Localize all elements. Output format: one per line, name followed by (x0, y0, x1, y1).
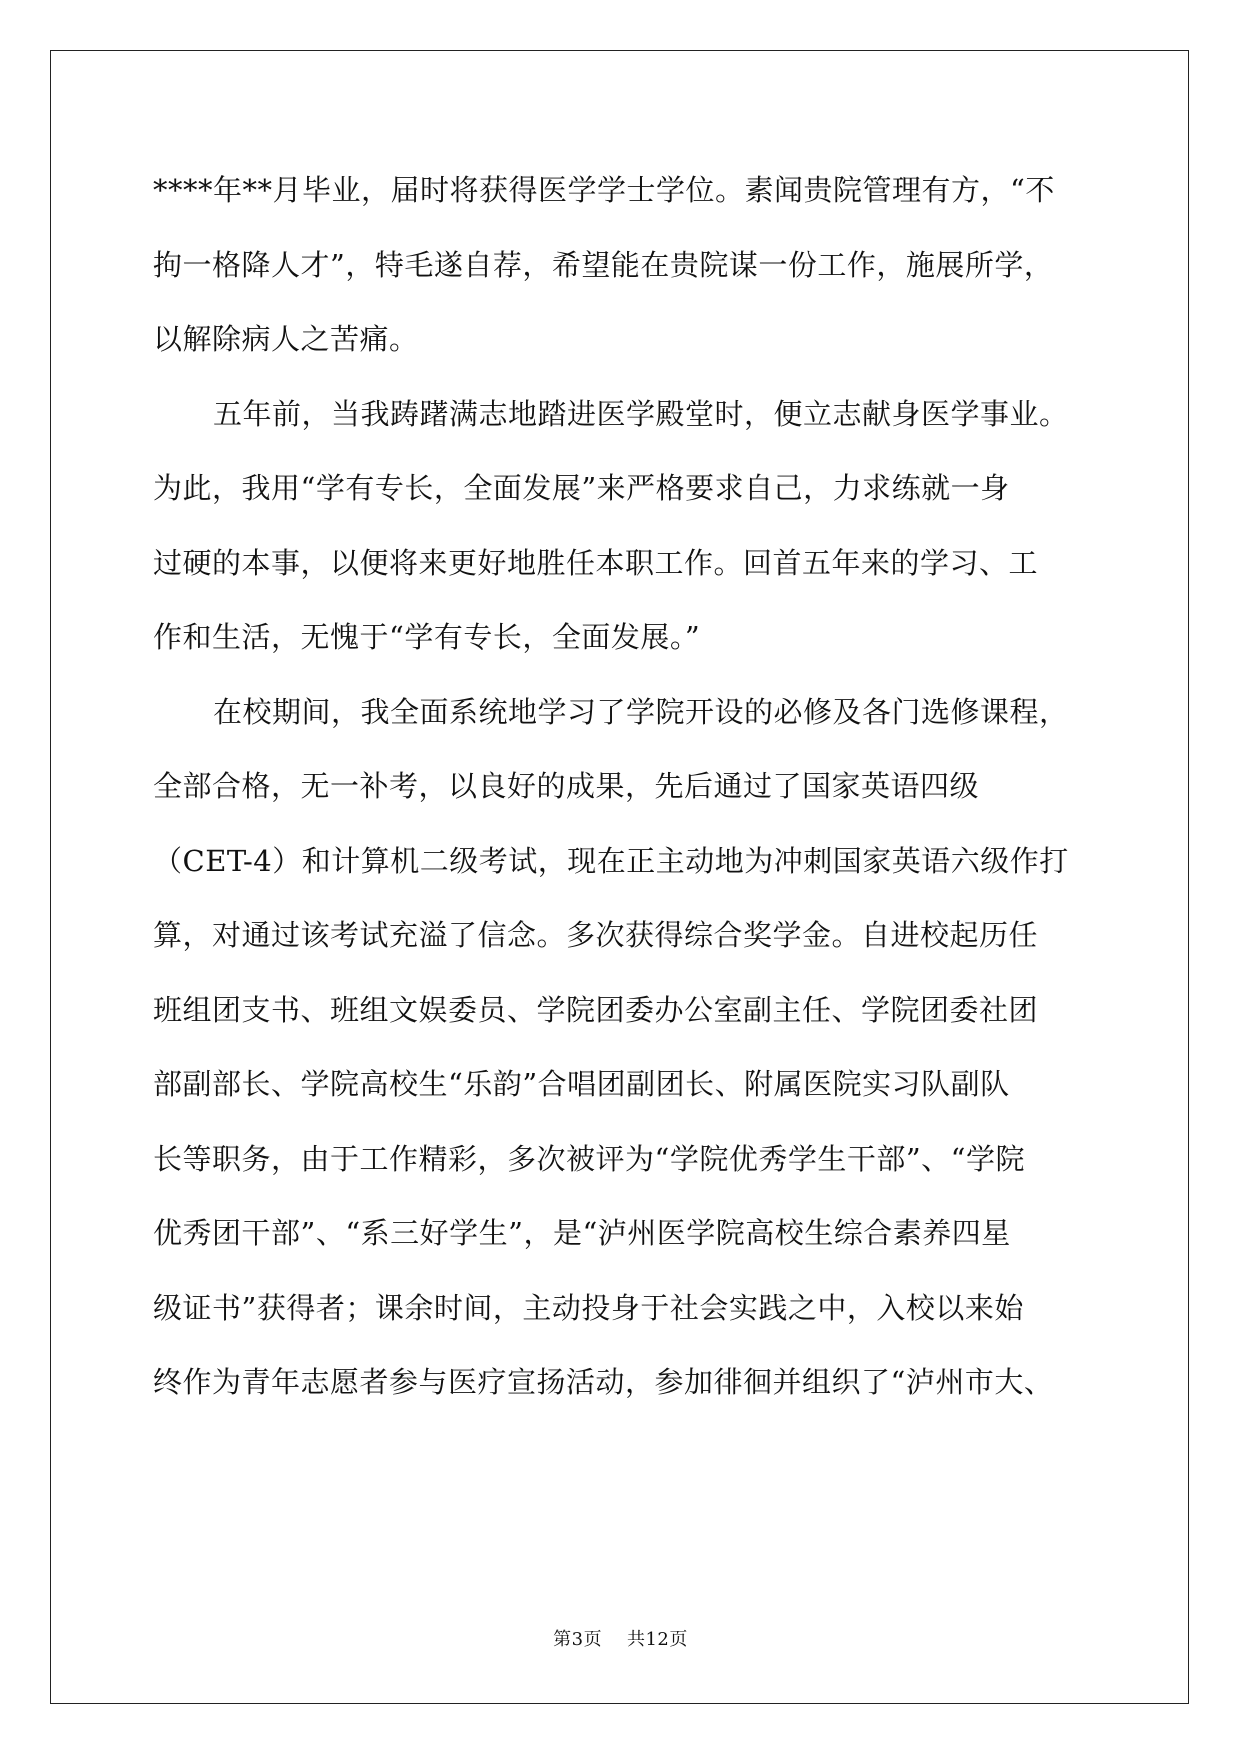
page-number: 第3页 (553, 1629, 603, 1650)
text-line: 算，对通过该考试充溢了信念。多次获得综合奖学金。自进校起历任 (153, 918, 1039, 952)
text-line: 拘一格降人才”，特毛遂自荐，希望能在贵院谋一份工作，施展所学， (153, 248, 1054, 282)
text-line: 班组团支书、班组文娱委员、学院团委办公室副主任、学院团委社团 (153, 993, 1039, 1027)
text-line: 级证书”获得者；课余时间，主动投身于社会实践之中，入校以来始 (153, 1291, 1024, 1325)
text-line: 优秀团干部”、“系三好学生”，是“泸州医学院高校生综合素养四星 (153, 1216, 1011, 1250)
text-line: 部副部长、学院高校生“乐韵”合唱团副团长、附属医院实习队副队 (153, 1067, 1010, 1101)
text-line: （CET-4）和计算机二级考试，现在正主动地为冲刺国家英语六级作打 (153, 844, 1069, 878)
text-line: 在校期间，我全面系统地学习了学院开设的必修及各门选修课程， (213, 695, 1069, 729)
text-line: 作和生活，无愧于“学有专长，全面发展。” (153, 620, 701, 654)
text-line: 五年前，当我踌躇满志地踏进医学殿堂时，便立志献身医学事业。 (213, 397, 1069, 431)
text-line: ****年**月毕业，届时将获得医学学士学位。素闻贵院管理有方，“不 (153, 173, 1055, 207)
text-line: 终作为青年志愿者参与医疗宣扬活动，参加徘徊并组织了“泸州市大、 (153, 1365, 1054, 1399)
text-line: 长等职务，由于工作精彩，多次被评为“学院优秀学生干部”、“学院 (153, 1142, 1025, 1176)
text-line: 以解除病人之苦痛。 (153, 322, 419, 356)
text-line: 过硬的本事，以便将来更好地胜任本职工作。回首五年来的学习、工 (153, 546, 1039, 580)
text-line: 全部合格，无一补考，以良好的成果，先后通过了国家英语四级 (153, 769, 980, 803)
page-footer (0, 1625, 1241, 1651)
text-line: 为此，我用“学有专长，全面发展”来严格要求自己，力求练就一身 (153, 471, 1010, 505)
page-total: 共12页 (626, 1629, 688, 1650)
